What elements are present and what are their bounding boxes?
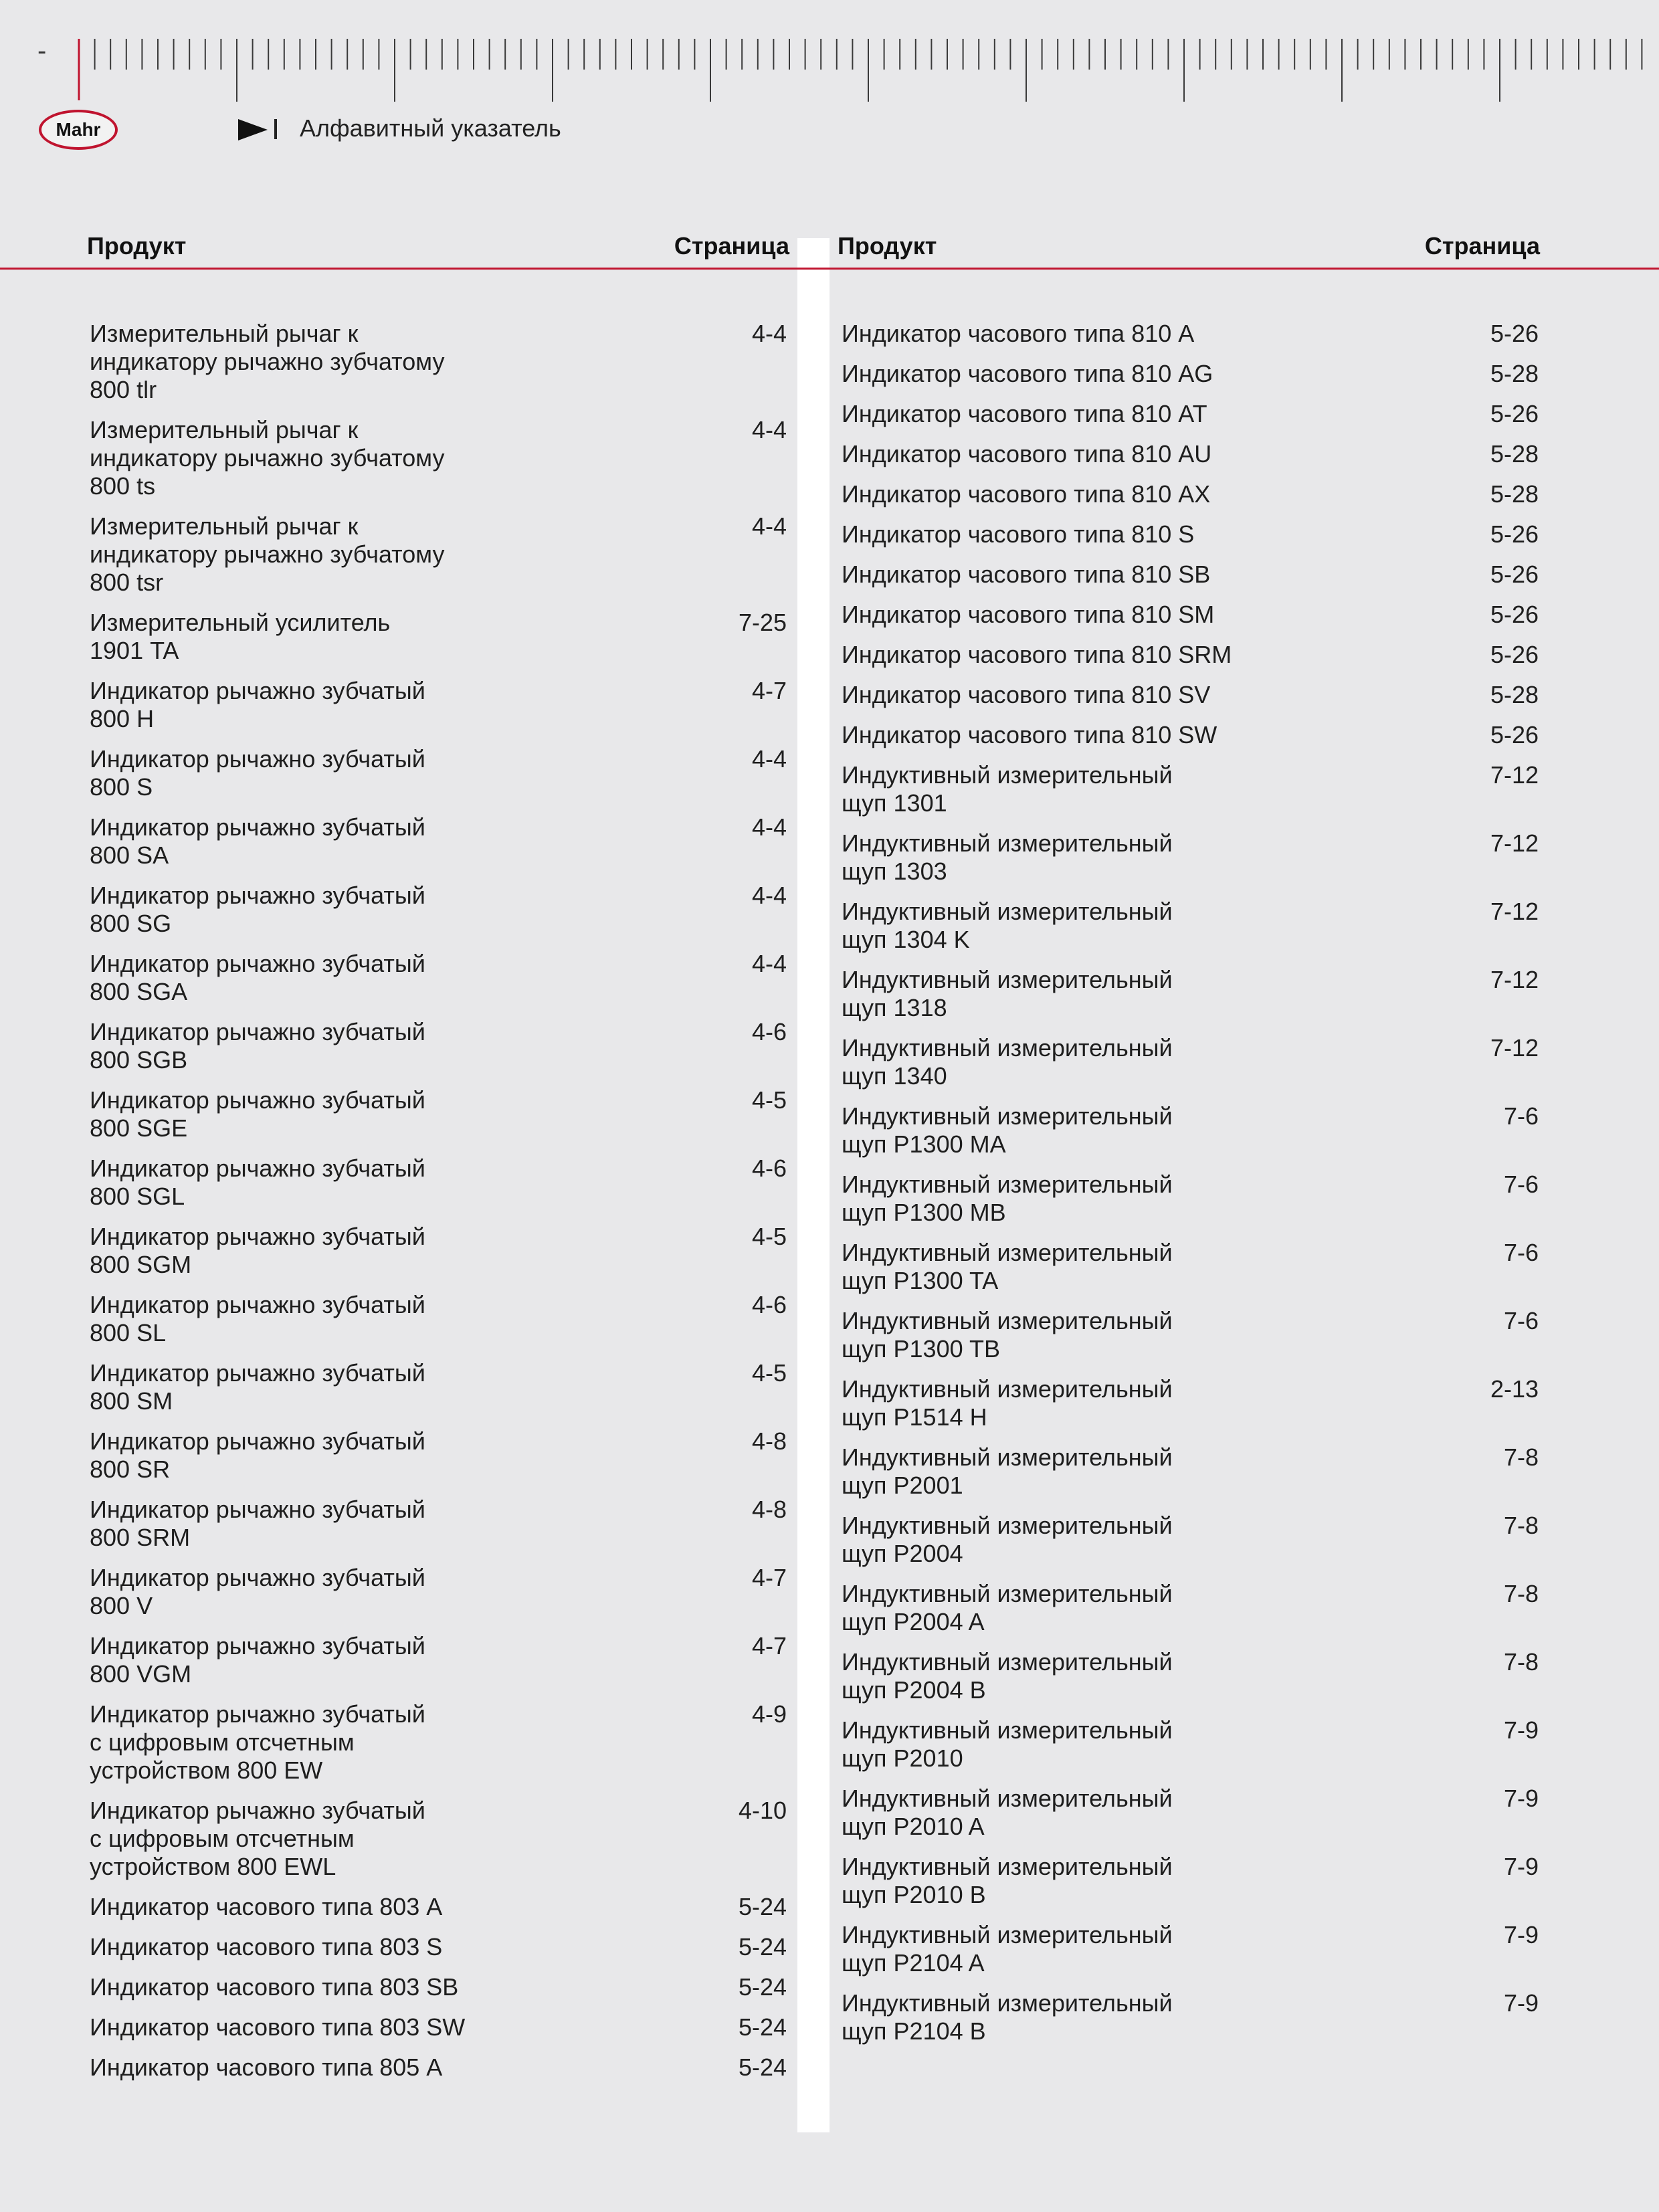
index-entry [842, 440, 1539, 468]
page-number: 2-13 [1490, 1375, 1539, 1403]
product-name: Индикатор часового типа 803 SB [90, 1973, 459, 2001]
product-name: Индикатор рычажно зубчатый 800 S [90, 745, 425, 801]
product-name: Индуктивный измерительный щуп P2010 B [842, 1853, 1173, 1908]
page-number: 5-28 [1490, 440, 1539, 468]
page-number: 5-28 [1490, 360, 1539, 387]
page-number: 4-8 [751, 1496, 787, 1523]
page-number: 4-4 [751, 320, 787, 347]
page-number: 7-12 [1490, 966, 1539, 993]
page-number: 7-8 [1503, 1443, 1539, 1471]
index-entry [842, 480, 1539, 508]
index-entry [90, 882, 787, 938]
page-number: 4-9 [751, 1700, 787, 1728]
index-entry [842, 601, 1539, 629]
product-name: Индуктивный измерительный щуп 1301 [842, 761, 1173, 817]
page-number: 4-6 [751, 1291, 787, 1318]
ruler-decoration [0, 0, 1659, 107]
index-entry [90, 1632, 787, 1688]
index-entry [90, 677, 787, 733]
product-name: Индикатор рычажно зубчатый 800 SM [90, 1359, 425, 1415]
product-name: Индуктивный измерительный щуп 1303 [842, 829, 1173, 885]
product-name: Индикатор часового типа 803 SW [90, 2013, 466, 2041]
right-page-header: Страница [1424, 232, 1540, 260]
index-entry [842, 681, 1539, 709]
index-entry [842, 721, 1539, 749]
index-entry [842, 320, 1539, 348]
product-name: Индуктивный измерительный щуп P2004 A [842, 1580, 1173, 1635]
index-entry [90, 950, 787, 1006]
page-number: 4-4 [751, 512, 787, 540]
product-name: Индуктивный измерительный щуп P2004 [842, 1512, 1173, 1567]
product-name: Индикатор часового типа 810 SW [842, 721, 1217, 748]
product-name: Измерительный рычаг к индикатору рычажно зубчатому 800 tsr [90, 512, 445, 596]
page-number: 4-7 [751, 1632, 787, 1660]
index-entry [90, 1086, 787, 1142]
index-entry [842, 520, 1539, 548]
index-entry [842, 761, 1539, 817]
product-name: Индикатор рычажно зубчатый с цифровым отсчетным устройством 800 EWL [90, 1797, 425, 1880]
page-number: 5-24 [738, 2013, 787, 2041]
index-entry [842, 1239, 1539, 1295]
page-number: 7-8 [1503, 1512, 1539, 1539]
page-number: 4-6 [751, 1018, 787, 1045]
page-number: 4-4 [751, 416, 787, 443]
page-number: 7-9 [1503, 1853, 1539, 1880]
mahr-logo: Mahr [39, 110, 118, 150]
product-name: Индикатор часового типа 810 AU [842, 440, 1212, 468]
product-name: Индикатор рычажно зубчатый с цифровым отсчетным устройством 800 EW [90, 1700, 425, 1784]
page-number: 4-5 [751, 1223, 787, 1250]
index-entry [90, 609, 787, 665]
index-entry [842, 1648, 1539, 1704]
index-entry [90, 1291, 787, 1347]
page-number: 7-6 [1503, 1171, 1539, 1198]
index-entry [842, 641, 1539, 669]
page-number: 7-8 [1503, 1648, 1539, 1676]
index-entry [90, 1797, 787, 1881]
product-name: Индуктивный измерительный щуп P1300 MA [842, 1102, 1173, 1158]
page-number: 5-26 [1490, 320, 1539, 347]
product-name: Индикатор часового типа 810 SM [842, 601, 1215, 628]
index-entry [90, 745, 787, 801]
index-entry [90, 320, 787, 404]
product-name: Индикатор часового типа 810 AX [842, 480, 1211, 508]
page-dash-mark: - [37, 36, 47, 66]
page-number: 4-4 [751, 813, 787, 841]
page-number: 7-12 [1490, 829, 1539, 857]
page-number: 4-4 [751, 745, 787, 773]
product-name: Индикатор рычажно зубчатый 800 V [90, 1564, 425, 1619]
index-entry [90, 512, 787, 597]
page-number: 7-12 [1490, 898, 1539, 925]
product-name: Индикатор часового типа 805 A [90, 2053, 443, 2081]
index-entry [842, 561, 1539, 589]
index-entry [842, 966, 1539, 1022]
index-entry [90, 1359, 787, 1415]
product-name: Индуктивный измерительный щуп 1318 [842, 966, 1173, 1021]
section-title: Алфавитный указатель [300, 114, 561, 142]
product-name: Индикатор часового типа 810 SV [842, 681, 1211, 708]
product-name: Индуктивный измерительный щуп P2010 A [842, 1785, 1173, 1840]
page-number: 7-9 [1503, 1785, 1539, 1812]
page-number: 5-26 [1490, 601, 1539, 628]
index-entry [842, 1307, 1539, 1363]
page-number: 7-6 [1503, 1102, 1539, 1130]
index-entry [842, 1512, 1539, 1568]
index-entry [90, 1933, 787, 1961]
separator-bar [274, 119, 277, 139]
page-number: 4-7 [751, 677, 787, 704]
page-number: 4-4 [751, 882, 787, 909]
index-entry [842, 1034, 1539, 1090]
product-name: Индикатор часового типа 810 AT [842, 400, 1207, 427]
page-number: 4-7 [751, 1564, 787, 1591]
index-entry [842, 1921, 1539, 1977]
product-name: Индикатор рычажно зубчатый 800 SRM [90, 1496, 425, 1551]
index-entry [842, 898, 1539, 954]
left-index-column [90, 320, 787, 2082]
page-number: 5-24 [738, 1933, 787, 1960]
product-name: Индикатор рычажно зубчатый 800 VGM [90, 1632, 425, 1688]
page-number: 5-26 [1490, 561, 1539, 588]
product-name: Индуктивный измерительный щуп P1300 MB [842, 1171, 1173, 1226]
index-entry [90, 2053, 787, 2082]
page-number: 4-5 [751, 1359, 787, 1387]
page-number: 5-26 [1490, 641, 1539, 668]
product-name: Индуктивный измерительный щуп P2004 B [842, 1648, 1173, 1704]
product-name: Индикатор часового типа 810 S [842, 520, 1195, 548]
left-product-header: Продукт [87, 232, 187, 260]
page-number: 4-6 [751, 1154, 787, 1182]
page-number: 5-28 [1490, 480, 1539, 508]
page-number: 4-4 [751, 950, 787, 977]
product-name: Индикатор рычажно зубчатый 800 SR [90, 1427, 425, 1483]
index-entry [842, 400, 1539, 428]
page-number: 7-12 [1490, 1034, 1539, 1062]
product-name: Индикатор рычажно зубчатый 800 H [90, 677, 425, 732]
product-name: Индикатор часового типа 810 AG [842, 360, 1213, 387]
index-entry [842, 1716, 1539, 1773]
product-name: Индикатор часового типа 803 A [90, 1893, 443, 1920]
product-name: Индуктивный измерительный щуп P2104 A [842, 1921, 1173, 1977]
play-arrow-icon [238, 118, 269, 142]
product-name: Индуктивный измерительный щуп 1304 K [842, 898, 1173, 953]
page-number: 7-9 [1503, 1921, 1539, 1948]
product-name: Индуктивный измерительный щуп P1514 H [842, 1375, 1173, 1431]
product-name: Индикатор рычажно зубчатый 800 SG [90, 882, 425, 937]
index-entry [842, 1102, 1539, 1159]
page-number: 4-10 [738, 1797, 787, 1824]
product-name: Индикатор рычажно зубчатый 800 SGA [90, 950, 425, 1005]
product-name: Индуктивный измерительный щуп P1300 TB [842, 1307, 1173, 1363]
page-number: 5-26 [1490, 400, 1539, 427]
index-entry [90, 1564, 787, 1620]
index-entry [842, 360, 1539, 388]
index-entry [90, 2013, 787, 2041]
index-entry [90, 1893, 787, 1921]
page-number: 4-8 [751, 1427, 787, 1455]
product-name: Индикатор часового типа 803 S [90, 1933, 443, 1960]
product-name: Индикатор рычажно зубчатый 800 SGE [90, 1086, 425, 1142]
product-name: Измерительный рычаг к индикатору рычажно зубчатому 800 ts [90, 416, 445, 500]
index-entry [90, 1154, 787, 1211]
index-entry [842, 1443, 1539, 1500]
index-entry [842, 1785, 1539, 1841]
header-rule [0, 268, 1659, 270]
page-number: 5-24 [738, 1893, 787, 1920]
page-number: 7-12 [1490, 761, 1539, 789]
index-entry [90, 1223, 787, 1279]
product-name: Индуктивный измерительный щуп 1340 [842, 1034, 1173, 1090]
index-entry [90, 416, 787, 500]
product-name: Индикатор часового типа 810 A [842, 320, 1195, 347]
index-entry [90, 1018, 787, 1074]
index-entry [842, 1580, 1539, 1636]
page-number: 7-9 [1503, 1989, 1539, 2017]
index-entry [90, 1700, 787, 1785]
page-number: 5-28 [1490, 681, 1539, 708]
product-name: Индикатор часового типа 810 SB [842, 561, 1211, 588]
page-number: 5-26 [1490, 721, 1539, 748]
product-name: Индикатор рычажно зубчатый 800 SGM [90, 1223, 425, 1278]
index-entry [90, 1496, 787, 1552]
page-number: 7-6 [1503, 1239, 1539, 1266]
page-number: 5-24 [738, 1973, 787, 2001]
right-product-header: Продукт [838, 232, 937, 260]
product-name: Индуктивный измерительный щуп P2001 [842, 1443, 1173, 1499]
index-entry [90, 1973, 787, 2001]
index-entry [90, 1427, 787, 1484]
product-name: Индуктивный измерительный щуп P1300 TA [842, 1239, 1173, 1294]
product-name: Индикатор рычажно зубчатый 800 SL [90, 1291, 425, 1346]
product-name: Индуктивный измерительный щуп P2010 [842, 1716, 1173, 1772]
product-name: Индикатор рычажно зубчатый 800 SGL [90, 1154, 425, 1210]
page-number: 7-9 [1503, 1716, 1539, 1744]
page-number: 7-6 [1503, 1307, 1539, 1334]
index-entry [842, 1989, 1539, 2045]
page-number: 5-24 [738, 2053, 787, 2081]
page-number: 4-5 [751, 1086, 787, 1114]
left-page-header: Страница [674, 232, 789, 260]
index-entry [842, 1171, 1539, 1227]
product-name: Индикатор рычажно зубчатый 800 SA [90, 813, 425, 869]
right-index-column [842, 320, 1539, 2045]
index-entry [842, 1375, 1539, 1431]
index-entry [90, 813, 787, 870]
product-name: Измерительный рычаг к индикатору рычажно зубчатому 800 tlr [90, 320, 445, 403]
page-number: 7-8 [1503, 1580, 1539, 1607]
product-name: Индикатор рычажно зубчатый 800 SGB [90, 1018, 425, 1074]
column-gutter [797, 238, 830, 2132]
page-number: 7-25 [738, 609, 787, 636]
index-entry [842, 1853, 1539, 1909]
product-name: Измерительный усилитель 1901 TA [90, 609, 391, 664]
page-number: 5-26 [1490, 520, 1539, 548]
product-name: Индуктивный измерительный щуп P2104 B [842, 1989, 1173, 2045]
index-entry [842, 829, 1539, 886]
product-name: Индикатор часового типа 810 SRM [842, 641, 1232, 668]
